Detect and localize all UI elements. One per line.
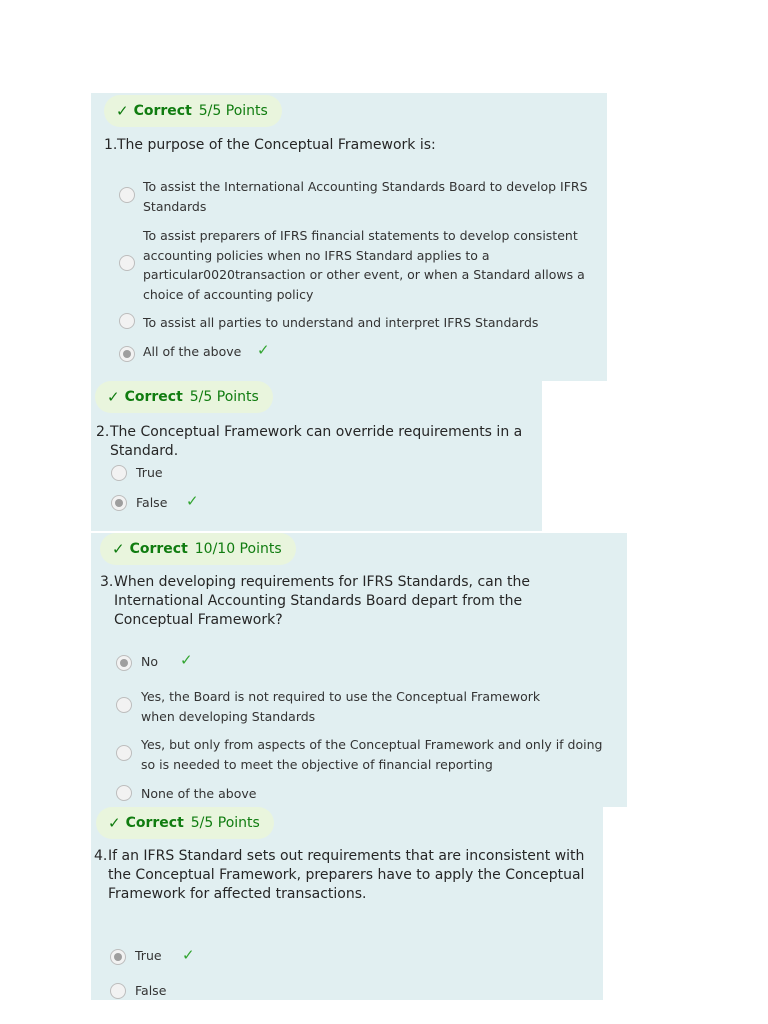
checkmark-icon: ✓ [107, 388, 120, 406]
option-radio[interactable] [116, 785, 132, 801]
badge-points: 5/5 Points [189, 389, 259, 405]
question-number: 3. [100, 574, 114, 590]
question-number: 1. [104, 137, 118, 153]
option-label[interactable]: None of the above [141, 786, 257, 801]
question-text [100, 573, 580, 630]
badge-status: Correct [129, 541, 188, 557]
option-label[interactable]: No [141, 654, 158, 669]
question-card-2 [91, 381, 542, 531]
question-text [96, 423, 536, 461]
badge-points: 10/10 Points [194, 541, 282, 557]
option-radio[interactable] [119, 255, 135, 271]
badge-status: Correct [133, 103, 192, 119]
question-body: When developing requirements for IFRS Standards, can the International Accounting Standards Board depart from the Conceptual Framework? [114, 574, 531, 628]
option-radio-selected[interactable] [116, 655, 132, 671]
correct-badge [100, 533, 296, 565]
option-label[interactable]: False [136, 495, 168, 510]
correct-badge [95, 381, 273, 413]
option-radio[interactable] [116, 745, 132, 761]
option-radio-selected[interactable] [119, 346, 135, 362]
question-text [104, 136, 594, 155]
option-label[interactable]: Yes, but only from aspects of the Conceptual Framework and only if doing so is needed to meet the objective of financial reporting [141, 737, 603, 772]
badge-points: 5/5 Points [198, 103, 268, 119]
badge-status: Correct [125, 815, 184, 831]
option-label[interactable]: All of the above [143, 344, 242, 359]
correct-answer-check-icon: ✓ [182, 946, 195, 964]
correct-answer-check-icon: ✓ [257, 341, 270, 359]
correct-badge [96, 807, 274, 839]
option-label[interactable]: To assist the International Accounting Standards Board to develop IFRS Standards [143, 179, 588, 214]
question-number: 4. [94, 848, 108, 864]
question-card-3 [91, 533, 627, 807]
option-label[interactable]: Yes, the Board is not required to use the Conceptual Framework when developing Standards [141, 689, 541, 724]
option-radio-selected[interactable] [111, 495, 127, 511]
option-label[interactable]: To assist preparers of IFRS financial statements to develop consistent accounting policies when no IFRS Standard applies to a particular0020transaction or other event, or when a Standard allows a choice of accounting policy [143, 228, 585, 302]
question-body: The purpose of the Conceptual Framework is: [117, 137, 436, 153]
option-label[interactable]: To assist all parties to understand and interpret IFRS Standards [143, 315, 539, 330]
badge-status: Correct [124, 389, 183, 405]
checkmark-icon: ✓ [112, 540, 125, 558]
question-card-4 [91, 807, 603, 1000]
question-text [94, 847, 599, 904]
option-radio-selected[interactable] [110, 949, 126, 965]
option-radio[interactable] [116, 697, 132, 713]
correct-answer-check-icon: ✓ [180, 651, 193, 669]
option-radio[interactable] [119, 313, 135, 329]
option-radio[interactable] [119, 187, 135, 203]
checkmark-icon: ✓ [108, 814, 121, 832]
badge-points: 5/5 Points [190, 815, 260, 831]
option-label[interactable]: False [135, 983, 167, 998]
question-card-1 [91, 93, 607, 381]
correct-badge [104, 95, 282, 127]
option-radio[interactable] [111, 465, 127, 481]
question-number: 2. [96, 424, 110, 440]
checkmark-icon: ✓ [116, 102, 129, 120]
question-body: The Conceptual Framework can override requirements in a Standard. [110, 424, 523, 459]
correct-answer-check-icon: ✓ [186, 492, 199, 510]
option-label[interactable]: True [136, 465, 163, 480]
option-radio[interactable] [110, 983, 126, 999]
option-label[interactable]: True [135, 948, 162, 963]
question-body: If an IFRS Standard sets out requirements that are inconsistent with the Conceptual Framework, preparers have to apply the Conceptual Framework for affected transactions. [108, 848, 585, 902]
